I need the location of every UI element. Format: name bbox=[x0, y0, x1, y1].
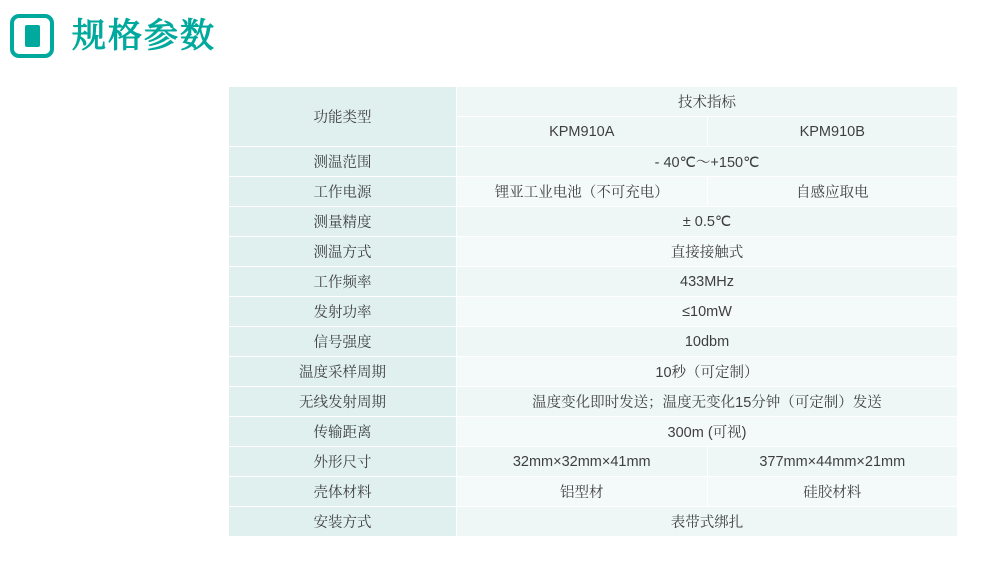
table-row-value-b: 377mm×44mm×21mm bbox=[707, 447, 958, 477]
model-header-cell: KPM910A bbox=[457, 117, 708, 147]
table-row-label: 工作频率 bbox=[229, 267, 457, 297]
table-row-value: ± 0.5℃ bbox=[457, 207, 958, 237]
table-row-value-a: 铝型材 bbox=[457, 477, 708, 507]
table-row-label: 安装方式 bbox=[229, 507, 457, 537]
table-body bbox=[229, 87, 958, 537]
table-row-label: 壳体材料 bbox=[229, 477, 457, 507]
table-row-value: 10秒（可定制） bbox=[457, 357, 958, 387]
table-row-label: 工作电源 bbox=[229, 177, 457, 207]
table-row bbox=[229, 357, 958, 387]
spec-header-cell: 技术指标 bbox=[457, 87, 958, 117]
table-row-value: 10dbm bbox=[457, 327, 958, 357]
table-row bbox=[229, 207, 958, 237]
table-row-label: 信号强度 bbox=[229, 327, 457, 357]
table-row-value: 表带式绑扎 bbox=[457, 507, 958, 537]
table-row bbox=[229, 237, 958, 267]
table-row bbox=[229, 507, 958, 537]
table-row-label: 测温方式 bbox=[229, 237, 457, 267]
table-row-label: 发射功率 bbox=[229, 297, 457, 327]
specifications-table bbox=[228, 86, 958, 537]
rounded-square-logo-icon bbox=[10, 14, 54, 58]
table-row-value: - 40℃～+150℃ bbox=[457, 147, 958, 177]
page-header bbox=[10, 14, 216, 58]
table-row-label: 功能类型 bbox=[229, 87, 457, 147]
table-header-row bbox=[229, 87, 958, 117]
table-row-value-a: 锂亚工业电池（不可充电） bbox=[457, 177, 708, 207]
table-row-value: 温度变化即时发送；温度无变化15分钟（可定制）发送 bbox=[457, 387, 958, 417]
table-row-value: 直接接触式 bbox=[457, 237, 958, 267]
table-row-value: 300m (可视) bbox=[457, 417, 958, 447]
table-row-label: 传输距离 bbox=[229, 417, 457, 447]
table-row-value-b: 自感应取电 bbox=[707, 177, 958, 207]
table-row bbox=[229, 477, 958, 507]
table-row bbox=[229, 387, 958, 417]
table-row bbox=[229, 297, 958, 327]
table-row bbox=[229, 327, 958, 357]
table-row bbox=[229, 417, 958, 447]
spec-table-container bbox=[228, 86, 958, 537]
table-row-label: 测量精度 bbox=[229, 207, 457, 237]
table-row-value: 433MHz bbox=[457, 267, 958, 297]
table-row bbox=[229, 447, 958, 477]
table-row-label: 测温范围 bbox=[229, 147, 457, 177]
page-title: 规格参数 bbox=[72, 17, 216, 55]
table-row bbox=[229, 177, 958, 207]
table-row-label: 温度采样周期 bbox=[229, 357, 457, 387]
model-header-cell: KPM910B bbox=[707, 117, 958, 147]
table-row-value: ≤10mW bbox=[457, 297, 958, 327]
table-row-label: 外形尺寸 bbox=[229, 447, 457, 477]
table-row bbox=[229, 147, 958, 177]
table-row-label: 无线发射周期 bbox=[229, 387, 457, 417]
table-row-value-b: 硅胶材料 bbox=[707, 477, 958, 507]
table-row-value-a: 32mm×32mm×41mm bbox=[457, 447, 708, 477]
table-row bbox=[229, 267, 958, 297]
